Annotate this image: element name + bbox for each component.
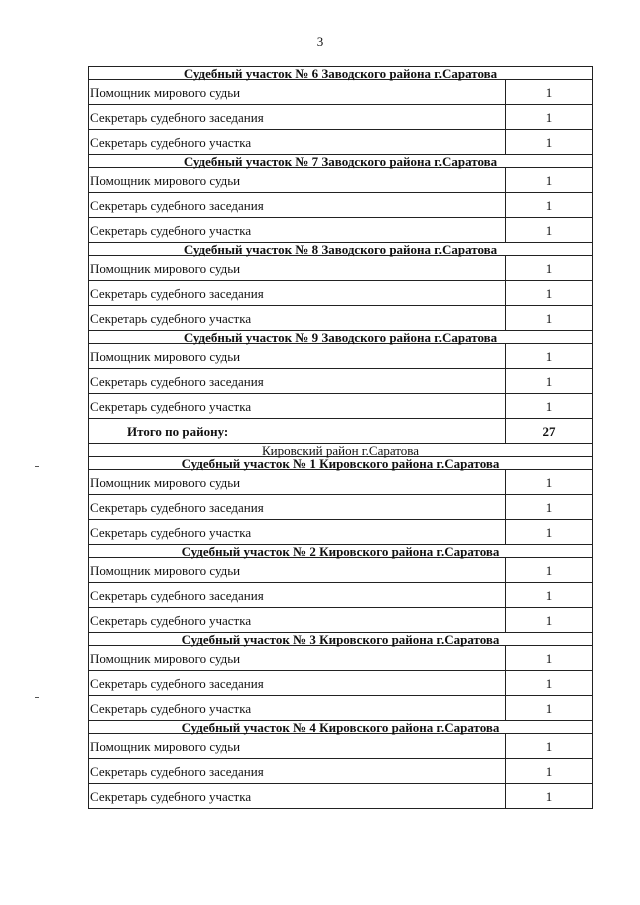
position-count: 1	[545, 789, 553, 804]
table-row	[89, 470, 592, 495]
position-count: 1	[545, 399, 553, 414]
table-row	[89, 784, 592, 809]
position-count: 1	[545, 651, 553, 666]
section-title: Судебный участок № 4 Кировского района г.Саратова	[181, 719, 500, 735]
table-row	[89, 608, 592, 633]
position-count: 1	[545, 525, 553, 540]
position-name: Помощник мирового судьи	[89, 558, 506, 582]
table-row	[89, 583, 592, 608]
position-count: 1	[545, 613, 553, 628]
section-title: Судебный участок № 7 Заводского района г.Саратова	[183, 153, 498, 169]
position-name: Помощник мирового судьи	[89, 168, 506, 192]
section-title: Судебный участок № 9 Заводского района г.Саратова	[183, 329, 498, 345]
table-row	[89, 344, 592, 369]
page-number: 3	[316, 34, 324, 49]
table-row	[89, 130, 592, 155]
total-label: Итого по району:	[89, 419, 506, 443]
position-name: Секретарь судебного заседания	[89, 671, 506, 695]
table-row	[89, 281, 592, 306]
position-count: 1	[545, 500, 553, 515]
position-name: Помощник мирового судьи	[89, 344, 506, 368]
position-count: 1	[545, 588, 553, 603]
position-count: 1	[545, 701, 553, 716]
section-title: Судебный участок № 8 Заводского района г.Саратова	[183, 241, 498, 257]
table-row	[89, 80, 592, 105]
position-count: 1	[545, 311, 553, 326]
position-name: Секретарь судебного участка	[89, 394, 506, 418]
table-row	[89, 734, 592, 759]
position-count: 1	[545, 135, 553, 150]
position-name: Помощник мирового судьи	[89, 734, 506, 758]
section-header-row	[89, 545, 592, 558]
section-header-row	[89, 243, 592, 256]
position-name: Помощник мирового судьи	[89, 80, 506, 104]
position-name: Секретарь судебного участка	[89, 306, 506, 330]
table-row	[89, 759, 592, 784]
table-row	[89, 306, 592, 331]
table-row	[89, 520, 592, 545]
table-row	[89, 558, 592, 583]
district-title: Кировский район г.Саратова	[261, 442, 420, 458]
position-count: 1	[545, 764, 553, 779]
position-name: Секретарь судебного заседания	[89, 105, 506, 129]
position-name: Секретарь судебного участка	[89, 218, 506, 242]
table-row	[89, 193, 592, 218]
position-name: Секретарь судебного заседания	[89, 193, 506, 217]
position-name: Секретарь судебного участка	[89, 520, 506, 544]
position-count: 1	[545, 85, 553, 100]
table-row	[89, 369, 592, 394]
position-name: Секретарь судебного заседания	[89, 583, 506, 607]
position-name: Секретарь судебного заседания	[89, 281, 506, 305]
position-count: 1	[545, 261, 553, 276]
position-name: Помощник мирового судьи	[89, 470, 506, 494]
position-count: 1	[545, 475, 553, 490]
total-row	[89, 419, 592, 444]
position-name: Секретарь судебного участка	[89, 130, 506, 154]
table-row	[89, 646, 592, 671]
section-header-row	[89, 67, 592, 80]
position-count: 1	[545, 173, 553, 188]
section-header-row	[89, 331, 592, 344]
staff-table	[88, 66, 593, 809]
position-name: Секретарь судебного заседания	[89, 759, 506, 783]
table-row	[89, 105, 592, 130]
section-header-row	[89, 457, 592, 470]
table-row	[89, 394, 592, 419]
position-count: 1	[545, 286, 553, 301]
margin-mark	[35, 466, 39, 467]
section-title: Судебный участок № 6 Заводского района г.Саратова	[183, 65, 498, 81]
position-count: 1	[545, 374, 553, 389]
position-count: 1	[545, 198, 553, 213]
position-name: Секретарь судебного участка	[89, 696, 506, 720]
position-count: 1	[545, 676, 553, 691]
table-row	[89, 168, 592, 193]
table-row	[89, 671, 592, 696]
position-name: Секретарь судебного заседания	[89, 495, 506, 519]
position-count: 1	[545, 223, 553, 238]
table-row	[89, 495, 592, 520]
position-name: Помощник мирового судьи	[89, 646, 506, 670]
position-name: Секретарь судебного участка	[89, 608, 506, 632]
section-title: Судебный участок № 2 Кировского района г.Саратова	[181, 543, 500, 559]
position-count: 1	[545, 349, 553, 364]
section-header-row	[89, 633, 592, 646]
position-count: 1	[545, 110, 553, 125]
position-count: 1	[545, 739, 553, 754]
section-title: Судебный участок № 3 Кировского района г.Саратова	[181, 631, 500, 647]
position-name: Секретарь судебного участка	[89, 784, 506, 808]
table-row	[89, 256, 592, 281]
position-count: 1	[545, 563, 553, 578]
position-name: Помощник мирового судьи	[89, 256, 506, 280]
section-header-row	[89, 155, 592, 168]
table-row	[89, 696, 592, 721]
table-row	[89, 218, 592, 243]
total-value: 27	[542, 424, 556, 439]
margin-mark	[35, 697, 39, 698]
section-header-row	[89, 721, 592, 734]
position-name: Секретарь судебного заседания	[89, 369, 506, 393]
section-title: Судебный участок № 1 Кировского района г.Саратова	[181, 455, 500, 471]
